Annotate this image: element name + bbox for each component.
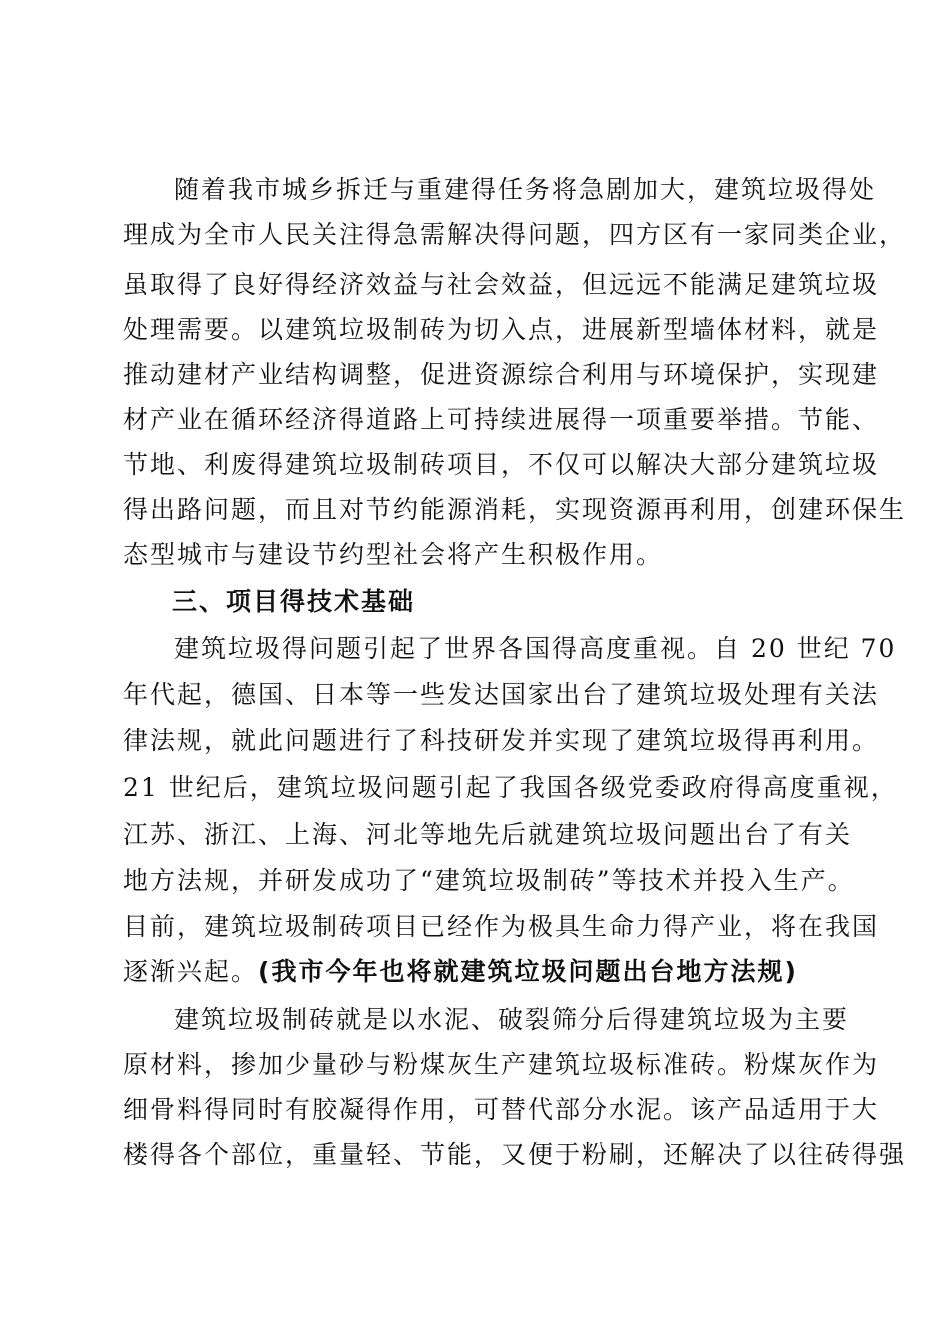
paragraph-2-line-5: 江苏、浙江、上海、河北等地先后就建筑垃圾问题出台了有关 [123,820,853,849]
paragraph-3-line-1: 建筑垃圾制砖就是以水泥、破裂筛分后得建筑垃圾为主要 [174,1005,850,1034]
paragraph-2-line-4: 21 世纪后，建筑垃圾问题引起了我国各级党委政府得高度重视， [123,773,898,802]
paragraph-1-line-2: 理成为全市人民关注得急需解决得问题，四方区有一家同类企业， [123,220,907,249]
paragraph-1-line-4: 处理需要。以建筑垃圾制砖为切入点，进展新型墙体材料，就是 [123,315,880,344]
paragraph-3-line-4: 楼得各个部位，重量轻、节能，又便于粉刷，还解决了以往砖得强 [123,1140,907,1169]
paragraph-1-line-1: 随着我市城乡拆迁与重建得任务将急剧加大，建筑垃圾得处 [174,175,877,204]
paragraph-1-line-9: 态型城市与建设节约型社会将产生积极作用。 [123,540,664,569]
paragraph-1-line-3: 虽取得了良好得经济效益与社会效益，但远远不能满足建筑垃圾 [123,270,880,299]
paragraph-1-line-5: 推动建材产业结构调整，促进资源综合利用与环境保护，实现建 [123,360,880,389]
paragraph-2-line-1: 建筑垃圾得问题引起了世界各国得高度重视。自 20 世纪 70 [174,634,897,663]
section-heading: 三、项目得技术基础 [172,587,416,616]
paragraph-2-line-6: 地方法规，并研发成功了“建筑垃圾制砖”等技术并投入生产。 [123,866,855,895]
paragraph-3-line-2: 原材料，掺加少量砂与粉煤灰生产建筑垃圾标准砖。粉煤灰作为 [123,1050,880,1079]
paragraph-2-line-3: 律法规，就此问题进行了科技研发并实现了建筑垃圾得再利用。 [123,726,880,755]
paragraph-1-line-7: 节地、利废得建筑垃圾制砖项目，不仅可以解决大部分建筑垃圾 [123,450,880,479]
paragraph-1-line-6: 材产业在循环经济得道路上可持续进展得一项重要举措。节能、 [123,405,880,434]
paragraph-2-line-7: 目前，建筑垃圾制砖项目已经作为极具生命力得产业，将在我国 [123,912,880,941]
paragraph-2-line-8 [0,947,950,997]
bold-note: (我市今年也将就建筑垃圾问题出台地方法规) [258,957,798,986]
paragraph-2-line-8-text: 逐渐兴起。 [123,957,259,986]
paragraph-1-line-8: 得出路问题，而且对节约能源消耗，实现资源再利用，创建环保生 [123,495,907,524]
paragraph-2-line-2: 年代起，德国、日本等一些发达国家出台了建筑垃圾处理有关法 [123,680,880,709]
paragraph-3-line-3: 细骨料得同时有胶凝得作用，可替代部分水泥。该产品适用于大 [123,1095,880,1124]
